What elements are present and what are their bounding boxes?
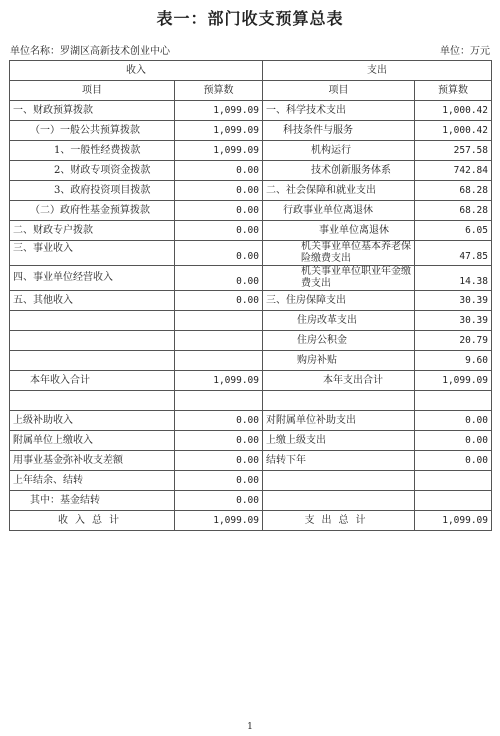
expense-label: 结转下年: [263, 451, 415, 471]
expense-value: 6.05: [415, 221, 492, 241]
expense-value: 30.39: [415, 291, 492, 311]
expense-label: 对附属单位补助支出: [263, 411, 415, 431]
income-value: 0.00: [175, 431, 263, 451]
expense-header: 支出: [263, 61, 492, 81]
table-row: [10, 451, 492, 471]
unit-name: 单位名称：罗湖区高新技术创业中心: [10, 46, 170, 57]
table-row: [10, 431, 492, 451]
expense-value: 68.28: [415, 181, 492, 201]
blank-row: [10, 391, 492, 411]
income-value: 0.00: [175, 491, 263, 511]
income-label: [10, 311, 175, 331]
income-header: 收入: [10, 61, 263, 81]
table-row: [10, 181, 492, 201]
income-label: [10, 351, 175, 371]
income-total-label: 收入总计: [10, 511, 175, 531]
table-row: [10, 331, 492, 351]
expense-label: 三、住房保障支出: [263, 291, 415, 311]
income-label: 三、事业收入: [10, 241, 175, 266]
income-value: 0.00: [175, 181, 263, 201]
table-row: [10, 351, 492, 371]
expense-label: 二、社会保障和就业支出: [263, 181, 415, 201]
table-row: [10, 241, 492, 266]
expense-value: [415, 471, 492, 491]
expense-label: 住房改革支出: [263, 311, 415, 331]
expense-label: 上缴上级支出: [263, 431, 415, 451]
income-value: [175, 331, 263, 351]
expense-subtotal-label: 本年支出合计: [263, 371, 415, 391]
expense-label: 事业单位离退休: [263, 221, 415, 241]
table-row: [10, 101, 492, 121]
expense-label: 一、科学技术支出: [263, 101, 415, 121]
income-label: 四、事业单位经营收入: [10, 266, 175, 291]
income-label: 其中：基金结转: [10, 491, 175, 511]
income-label: （一）一般公共预算拨款: [10, 121, 175, 141]
expense-budget-header: 预算数: [415, 81, 492, 101]
expense-total-value: 1,099.09: [415, 511, 492, 531]
table-row: [10, 311, 492, 331]
income-label: （二）政府性基金预算拨款: [10, 201, 175, 221]
expense-value: 30.39: [415, 311, 492, 331]
expense-value: 0.00: [415, 411, 492, 431]
income-value: 0.00: [175, 411, 263, 431]
table-row: [10, 471, 492, 491]
expense-value: 0.00: [415, 431, 492, 451]
table-row: [10, 221, 492, 241]
table-row: [10, 161, 492, 181]
unit-label: 单位：万元: [440, 46, 490, 57]
income-label: 一、财政预算拨款: [10, 101, 175, 121]
expense-value: 1,000.42: [415, 121, 492, 141]
expense-value: 14.38: [415, 266, 492, 291]
income-value: 1,099.09: [175, 121, 263, 141]
income-label: 2、财政专项资金拨款: [10, 161, 175, 181]
income-subtotal-label: 本年收入合计: [10, 371, 175, 391]
expense-value: 47.85: [415, 241, 492, 266]
income-value: 0.00: [175, 451, 263, 471]
income-value: [175, 351, 263, 371]
income-value: [175, 311, 263, 331]
income-value: 0.00: [175, 291, 263, 311]
expense-value: [415, 491, 492, 511]
income-label: 用事业基金弥补收支差额: [10, 451, 175, 471]
income-item-header: 项目: [10, 81, 175, 101]
income-value: 0.00: [175, 266, 263, 291]
table-row: [10, 121, 492, 141]
page-number: 1: [247, 722, 253, 732]
budget-table: [9, 60, 492, 531]
income-label: 五、其他收入: [10, 291, 175, 311]
table-row: [10, 266, 492, 291]
table-row: [10, 411, 492, 431]
expense-value: 68.28: [415, 201, 492, 221]
income-value: 0.00: [175, 241, 263, 266]
table-row: [10, 491, 492, 511]
table-row: [10, 141, 492, 161]
expense-value: 742.84: [415, 161, 492, 181]
expense-label: [263, 491, 415, 511]
income-value: 0.00: [175, 221, 263, 241]
expense-value: 1,000.42: [415, 101, 492, 121]
expense-label: 机构运行: [263, 141, 415, 161]
income-label: 附属单位上缴收入: [10, 431, 175, 451]
expense-value: 257.58: [415, 141, 492, 161]
income-subtotal-value: 1,099.09: [175, 371, 263, 391]
income-value: 0.00: [175, 471, 263, 491]
table-row: [10, 201, 492, 221]
expense-label: 购房补贴: [263, 351, 415, 371]
income-value: 0.00: [175, 161, 263, 181]
income-value: 1,099.09: [175, 101, 263, 121]
income-value: 0.00: [175, 201, 263, 221]
expense-value: 9.60: [415, 351, 492, 371]
income-budget-header: 预算数: [175, 81, 263, 101]
expense-label: [263, 471, 415, 491]
expense-label: 行政事业单位离退休: [263, 201, 415, 221]
income-total-value: 1,099.09: [175, 511, 263, 531]
expense-label: 科技条件与服务: [263, 121, 415, 141]
income-label: 3、政府投资项目拨款: [10, 181, 175, 201]
income-label: 上级补助收入: [10, 411, 175, 431]
table-row: [10, 291, 492, 311]
expense-label: 住房公积金: [263, 331, 415, 351]
expense-label: 机关事业单位基本养老保险缴费支出: [263, 241, 415, 266]
income-label: [10, 331, 175, 351]
expense-label: 机关事业单位职业年金缴费支出: [263, 266, 415, 291]
table-row: [10, 371, 492, 391]
expense-label: 技术创新服务体系: [263, 161, 415, 181]
expense-value: 20.79: [415, 331, 492, 351]
expense-subtotal-value: 1,099.09: [415, 371, 492, 391]
page-title: 表一：部门收支预算总表: [156, 9, 344, 28]
expense-item-header: 项目: [263, 81, 415, 101]
income-value: 1,099.09: [175, 141, 263, 161]
income-label: 上年结余、结转: [10, 471, 175, 491]
expense-value: 0.00: [415, 451, 492, 471]
expense-total-label: 支出总计: [263, 511, 415, 531]
income-label: 1、一般性经费拨款: [10, 141, 175, 161]
table-row: [10, 511, 492, 531]
income-label: 二、财政专户拨款: [10, 221, 175, 241]
